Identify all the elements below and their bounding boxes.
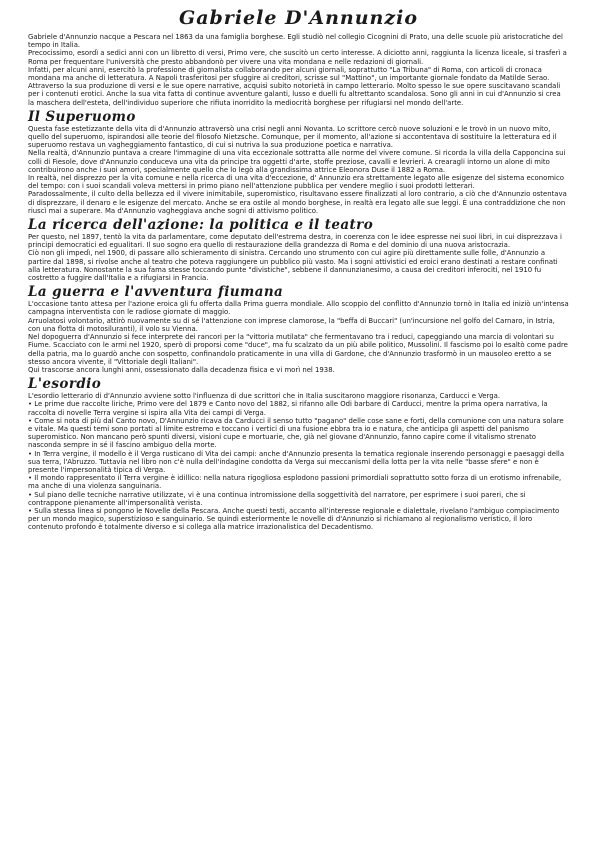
page-title: Gabriele D'Annunzio bbox=[178, 7, 419, 29]
intro-paragraph: Gabriele d'Annunzio nacque a Pescara nel 1863 da una famiglia borghese. Egli studiò nel collegio Cicognini di Prato, una delle scuole più aristocratiche del tempo in Italia. bbox=[28, 33, 563, 50]
intro-paragraph: Precocissimo, esordì a sedici anni con un libretto di versi, Primo vere, che suscitò un certo interesse. A diciotto anni, raggiunta la licenza liceale, si trasferì a Roma per frequentare l'università che presto abbandonò per vivere una vita mondana e nelle redazioni di giornali. bbox=[28, 49, 567, 66]
section-paragraph: Arruolatosi volontario, attirò nuovamente su di sé l'attenzione con imprese clamorose, la "beffa di Buccari" (un'incursione nel golfo del Carnaro, in Istria, con una flotta di motosiluranti), il volo su Vienna. bbox=[28, 316, 555, 333]
bullet-paragraph: • Sul piano delle tecniche narrative utilizzate, vi è una continua intromissione della soggettività del narratore, per esprimere i suoi pareri, che si contrappone pienamente all'impersonalità verista. bbox=[28, 490, 526, 507]
section-guerra-fiume bbox=[28, 284, 569, 374]
section-paragraph: L'occasione tanto attesa per l'azione eroica gli fu offerta dalla Prima guerra mondiale. Allo scoppio del conflitto d'Annunzio tornò in Italia ed iniziò un'intensa campagna interventista con le radiose giornate di maggio. bbox=[28, 300, 569, 317]
bullet-paragraph: • Le prime due raccolte liriche, Primo vere del 1879 e Canto novo del 1882, si rifanno alle Odi barbare di Carducci, mentre la prima opera narrativa, la raccolta di novelle Terra vergine si ispira alla Vita dei campi di Verga. bbox=[28, 400, 548, 417]
section-paragraph: In realtà, nel disprezzo per la vita comune e nella ricerca di una vita d'eccezione, d' Annunzio era strettamente legato alle esigenze del sistema economico del tempo: con i suoi scandali voleva mettersi in primo piano nell'attenzione pubblica per vendere meglio i suoi prodotti letterari. bbox=[28, 174, 564, 191]
section-superuomo bbox=[28, 109, 569, 215]
section-paragraph: Qui trascorse ancora lunghi anni, ossessionato dalla decadenza fisica e vi morì nel 1938. bbox=[28, 365, 335, 374]
bullet-paragraph: • Come si nota di più dal Canto novo, D'Annunzio ricava da Carducci il senso tutto "pagano" delle cose sane e forti, della comunione con una natura solare e vitale. Ma questi temi sono portati al limite estremo e toccano i vertici di una fusione ebbra tra io e natura, che anticipa gli aspetti del panismo superomistico. Non mancano però spunti diversi, visioni cupe e mortuarie, che, già nel giovane d'Annunzio, fanno capire come il vitalismo strenato nasconda sempre in sé il fascino ambiguo della morte. bbox=[28, 416, 564, 450]
intro-paragraph: Infatti, per alcuni anni, esercitò la professione di giornalista collaborando per alcuni giornali, soprattutto "La Tribuna" di Roma, con articoli di cronaca mondana ma anche di letteratura. A Napoli trasferitosi per sfuggire ai creditori, scrisse sul "Mattino", un importante giornale fondato da Matilde Serao. bbox=[28, 65, 550, 83]
section-heading: La ricerca dell'azione: la politica e il teatro bbox=[28, 217, 374, 234]
section-heading: La guerra e l'avventura fiumana bbox=[28, 284, 284, 301]
section-paragraph: Per questo, nel 1897, tentò la vita da parlamentare, come deputato dell'estrema destra, in coerenza con le idee espresse nei suoi libri, in cui disprezzava i principi democratici ed egualitari. Il suo sogno era quello di restaurazione della grandezza di Roma e del dominio di una nuova aristocrazia. bbox=[28, 233, 562, 250]
section-paragraph: Nella realtà, d'Annunzio puntava a creare l'immagine di una vita eccezionale sottratta alle norme del vivere comune. Si ricorda la villa della Capponcina sui colli di Fiesole, dove d'Annunzio conduceva una vita da principe tra oggetti d'arte, stoffe preziose, cavalli e levrieri. A crearagli intorno un alone di mito contribuirono anche i suoi amori, specialmente quello che lo legò alla grandissima attrice Eleonora Duse il 1882 a Roma. bbox=[28, 149, 566, 174]
bullet-paragraph: • Il mondo rappresentato il Terra vergine è idillico: nella natura rigogliosa esplodono passioni primordiali soprattutto sotto forza di un erotismo infrenabile, ma anche di una violenza sanguinaria. bbox=[28, 474, 562, 491]
section-paragraph: Nel dopoguerra d'Annunzio si fece interprete dei rancori per la "vittoria mutilata" che fermentavano tra i reduci, capeggiando una marcia di volontari su Fiume. Scacciato con le armi nel 1920, sperò di proporsi come "duce", ma fu scalzato da un più abile politico, Mussolini. Il fascismo poi lo esaltò come padre della patria, ma lo guardò anche con sospetto, confinandolo praticamente in una villa di Gardone, che d'Annunzio trasformò in un mausoleo eretto a se stesso ancora vivente, il "Vittoriale degli Italiani". bbox=[28, 333, 568, 366]
section-esordio bbox=[28, 376, 569, 531]
section-heading: L'esordio bbox=[28, 376, 102, 393]
section-politica-teatro bbox=[28, 217, 569, 282]
section-paragraph: Ciò non gli impedì, nel 1900, di passare allo schieramento di sinistra. Cercando uno strumento con cui agire più direttamente sulle folle, d'Annunzio a partire dal 1898, si rivolse anche al teatro che poteva raggiungere un pubblico più vasto. Ma i sogni attivistici ed eroici erano destinati a restare confinati alla letteratura. Nonostante la sua fama stesse toccando punte "divistiche", sebbene il dannunzianesimo, a causa dei creditori inferociti, nel 1910 fu costretto a fuggire dall'Italia e a rifugiarsi in Francia. bbox=[28, 249, 558, 283]
intro-paragraph: Attraverso la sua produzione di versi e le sue opere narrative, acquisì subito notorietà in campo letterario. Molto spesso le sue opere suscitavano scandali per i contenuti erotici. Anche la sua vita fatta di continue avventure galanti, lusso e duelli fu altrettanto scandalosa. Sono gli anni in cui d'Annunzio si crea la maschera dell'esteta, dell'individuo superiore che rifiuta inorridito la mediocrità borghese per rifugiarsi nel mondo dell'arte. bbox=[28, 82, 561, 107]
section-heading: Il Superuomo bbox=[28, 108, 136, 125]
bullet-paragraph: • Sulla stessa linea si pongono le Novelle della Pescara. Anche questi testi, accanto all'interesse regionale e dialettale, rivelano l'ambiguo compiacimento per un mondo magico, superstizioso e sanguinario. Se quindi esteriormente le novelle di d'Annunzio si richiamano al regionalismo veristico, il loro contenuto profondo è totalmente diverso e si collega alla matrice irrazionalistica del Decadentismo. bbox=[28, 506, 560, 532]
intro-block bbox=[28, 33, 569, 107]
section-paragraph: Paradossalmente, il culto della bellezza ed il vivere inimitabile, superomistico, risultavano essere finalizzati al loro contrario, a ciò che d'Annunzio ostentava di disprezzare, il denaro e le esigenze del mercato. Anche se era ostile al mondo borghese, in realtà era legato alle sue leggi. È una contraddizione che non riuscì mai a superare. Ma d'Annunzio vagheggiava anche sogni di attivismo politico. bbox=[28, 190, 567, 215]
section-paragraph: Questa fase estetizzante della vita di d'Annunzio attraversò una crisi negli anni Novanta. Lo scrittore cercò nuove soluzioni e le trovò in un nuovo mito, quello del superuomo, ispirandosi alle teorie del filosofo Nietzsche. Comunque, per il momento, all'azione si accontentava di sostituire la letteratura ed il superuomo restava un vagheggiamento fantastico, di cui si nutriva la sua produzione poetica e narrativa. bbox=[28, 124, 557, 150]
bullet-paragraph: • In Terra vergine, il modello è il Verga rusticano di Vita dei campi: anche d'Annunzio presenta la tematica regionale inserendo personaggi e paesaggi della sua terra, l'Abruzzo. Tuttavia nel libro non c'è nulla dell'indagine condotta da Verga sui meccanismi della lotta per la vita nelle "basse sfere" e non è presente l'impersonalità tipica di Verga. bbox=[28, 449, 565, 474]
section-paragraph: L'esordio letterario di d'Annunzio avviene sotto l'influenza di due scrittori che in Italia suscitarono maggiore risonanza, Carducci e Verga. bbox=[28, 392, 501, 401]
